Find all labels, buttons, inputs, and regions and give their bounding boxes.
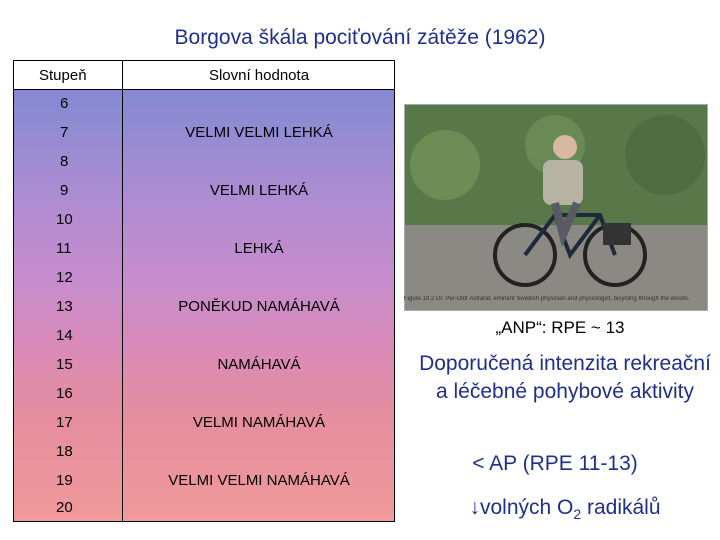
table-row	[14, 438, 394, 467]
header-stupen: Stupeň	[39, 67, 87, 84]
table-row	[14, 409, 394, 438]
row-number: 7	[60, 124, 69, 141]
table-row	[14, 148, 394, 177]
anp-note: „ANP“: RPE ~ 13	[495, 318, 625, 337]
table-row	[14, 322, 394, 351]
table-row	[14, 467, 394, 496]
row-number: 20	[56, 499, 73, 516]
table-row	[14, 351, 394, 380]
table-row	[14, 177, 394, 206]
row-number: 19	[56, 472, 73, 489]
borg-scale-table	[13, 60, 395, 522]
row-number: 16	[56, 385, 73, 402]
row-label: LEHKÁ	[234, 240, 284, 257]
row-number: 6	[60, 95, 69, 112]
cyclist-photo	[404, 104, 708, 311]
table-row	[14, 380, 394, 409]
table-row	[14, 494, 394, 523]
table-header	[14, 61, 394, 90]
row-number: 9	[60, 182, 69, 199]
photo-caption: Figure 19.2 Dr. Per-Olof Åstrand, eminent Swedish physician and physiologist, bicycling through the woods.	[404, 296, 690, 302]
row-number: 12	[56, 269, 73, 286]
radicals-prefix: ↓volných O	[469, 496, 574, 519]
radicals-subscript: 2	[573, 506, 582, 523]
cyclist-illustration	[405, 105, 707, 310]
row-label: NAMÁHAVÁ	[217, 356, 301, 373]
row-number: 14	[56, 327, 73, 344]
row-label: VELMI VELMI NAMÁHAVÁ	[168, 472, 350, 489]
recommended-intensity: Doporučená intenzita rekreační a léčebné pohybové aktivity	[419, 352, 711, 403]
row-number: 17	[56, 414, 73, 431]
radicals-suffix: radikálů	[581, 496, 661, 519]
table-row	[14, 206, 394, 235]
table-row	[14, 235, 394, 264]
row-number: 11	[56, 240, 72, 257]
slide-title: Borgova škála pociťování zátěže (1962)	[174, 26, 546, 49]
table-row	[14, 119, 394, 148]
free-radicals-note	[415, 496, 715, 522]
table-row	[14, 264, 394, 293]
row-number: 8	[60, 153, 69, 170]
row-label: VELMI LEHKÁ	[209, 182, 309, 199]
row-number: 13	[56, 298, 73, 315]
row-label: VELMI VELMI LEHKÁ	[185, 124, 333, 141]
row-label: VELMI NAMÁHAVÁ	[192, 414, 326, 431]
ap-threshold: < AP (RPE 11-13)	[472, 452, 638, 475]
table-row	[14, 293, 394, 322]
row-number: 18	[56, 443, 73, 460]
row-number: 10	[56, 211, 73, 228]
table-row	[14, 90, 394, 119]
row-label: PONĚKUD NAMÁHAVÁ	[178, 298, 340, 315]
row-number: 15	[56, 356, 73, 373]
header-slovni-hodnota: Slovní hodnota	[208, 67, 310, 84]
